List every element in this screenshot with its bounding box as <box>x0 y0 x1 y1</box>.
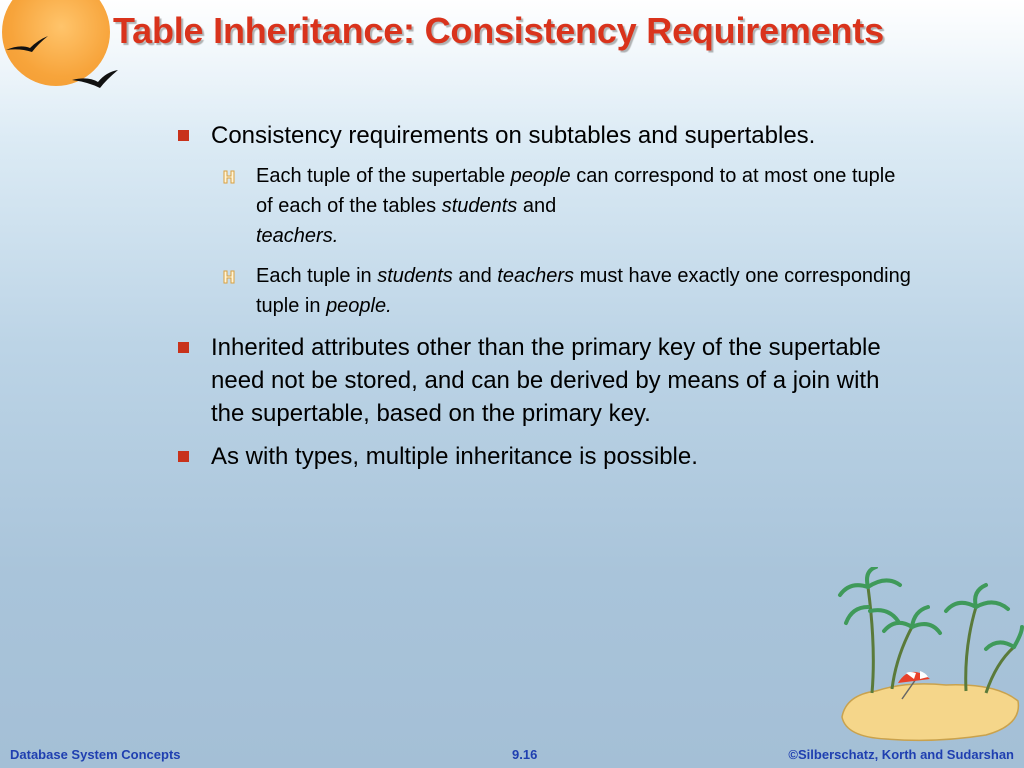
footer-copyright: ©Silberschatz, Korth and Sudarshan <box>788 747 1014 762</box>
bullet-text: Consistency requirements on subtables and supertables. <box>211 122 816 149</box>
hollow-bullet-icon <box>221 169 237 185</box>
sub-bullet-students-teachers: Each tuple in students and teachers must have exactly one corresponding tuple in people. <box>211 261 912 321</box>
bullet-text: Inherited attributes other than the primary key of the supertable need not be stored, and can be derived by means of a join with the supertable, based on the primary key. <box>211 334 881 427</box>
slide-content <box>172 119 912 483</box>
bullet-multiple-inheritance <box>172 440 912 473</box>
footer-course-name: Database System Concepts <box>10 747 181 762</box>
bullet-text: As with types, multiple inheritance is possible. <box>211 443 698 470</box>
square-bullet-icon <box>178 451 189 462</box>
birds-decoration <box>0 0 130 100</box>
sub-bullet-people: Each tuple of the supertable people can correspond to at most one tuple of each of the tables students and teachers. <box>211 161 912 251</box>
square-bullet-icon <box>178 342 189 353</box>
bullet-inherited-attributes <box>172 331 912 430</box>
bullet-consistency <box>172 119 912 321</box>
square-bullet-icon <box>178 130 189 141</box>
hollow-bullet-icon <box>221 269 237 285</box>
footer-slide-number: 9.16 <box>512 747 538 762</box>
palm-island-icon <box>836 567 1024 747</box>
slide-title: Table Inheritance: Consistency Requirements <box>113 10 884 51</box>
